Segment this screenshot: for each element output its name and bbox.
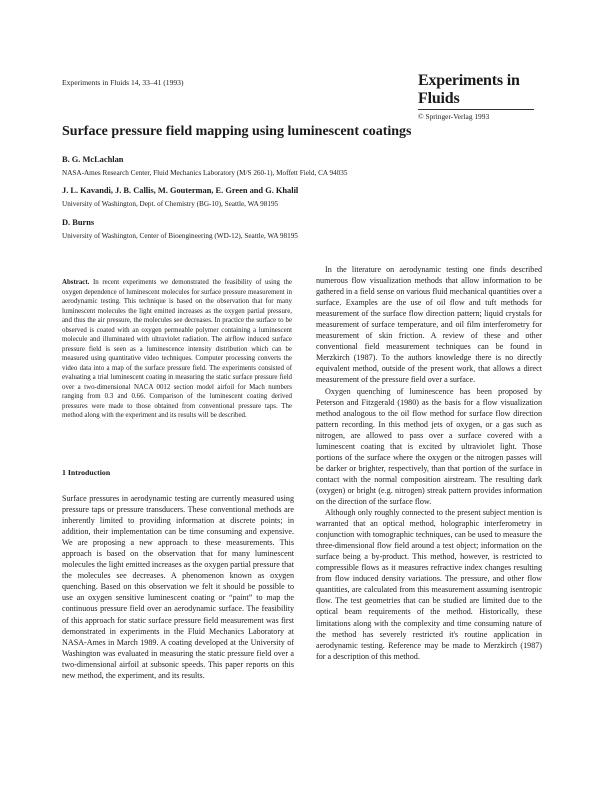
- masthead-rule: [418, 109, 534, 110]
- author-affiliation: University of Washington, Dept. of Chemistry (BG-10), Seattle, WA 98195: [62, 200, 279, 208]
- author-affiliation: University of Washington, Center of Bioengineering (WD-12), Seattle, WA 98195: [62, 232, 298, 240]
- abstract-text: In recent experiments we demonstrated the feasibility of using the oxygen dependence of luminescent molecules for surface pressure measurement in aerodynamic testing. This technique is based on the observation that for many luminescent molecules the light emitted increases as the oxygen partial pressure, and thus the air pressure, the molecules see decreases. In practice the surface to be observed is coated with an oxygen permeable polymer containing a luminescent molecule and illuminated with ultraviolet radiation. The airflow induced surface pressure field is seen as a luminescence intensity distribution which can be measured using quantitative video techniques. Computer processing converts the video data into a map of the surface pressure field. The experiments consisted of evaluating a trial luminescent coating in measuring the static surface pressure field over a two-dimensional NACA 0012 section model airfoil for Mach numbers ranging from 0.3 and 0.66. Comparison of the luminescent coating derived pressures were made to those obtained from conventional pressure taps. The method along with the experiment and its results will be described.: [62, 279, 292, 419]
- author-names: D. Burns: [62, 218, 95, 227]
- journal-masthead: [418, 72, 538, 121]
- section-heading: 1 Introduction: [62, 468, 111, 477]
- abstract-label: Abstract.: [62, 279, 90, 286]
- paragraph: Oxygen quenching of luminescence has been proposed by Peterson and Fitzgerald (1980) as the basis for a flow visualization method analogous to the oil flow method for surface flow direction pattern recording. In this method jets of oxygen, or a gas such as nitrogen, are allowed to pass over a surface covered with a luminescent coating that is excited by ultraviolet light. Those portions of the surface where the oxygen or the nitrogen passes will be darker or brighter, respectively, than that portion of the surface in contact with the normal composition airstream. The resulting dark (oxygen) or bright (e.g. nitrogen) streak pattern provides information on the direction of the surface flow.: [316, 386, 542, 506]
- author-names: B. G. McLachlan: [62, 155, 124, 164]
- author-affiliation: NASA-Ames Research Center, Fluid Mechanics Laboratory (M/S 260-1), Moffett Field, CA 94035: [62, 169, 348, 177]
- right-column-body: [316, 264, 542, 662]
- publisher-line: © Springer-Verlag 1993: [418, 112, 490, 121]
- article-title: Surface pressure field mapping using luminescent coatings: [62, 124, 412, 139]
- left-column-body: [62, 493, 294, 681]
- paragraph: In the literature on aerodynamic testing one finds described numerous flow visualization methods that allow information to be gathered in a field sense on various fluid mechanical quantities over a surface. Examples are the use of oil flow and tuft methods for measurement of the surface flow direction pattern; liquid crystals for measurement of surface temperature, and oil film interferometry for measurement of skin friction. A review of these and other conventional field measurement techniques can be found in Merzkirch (1987). To the authors knowledge there is no directly equivalent method, outside of the present work, that allows a direct measurement of the pressure field over a surface.: [316, 265, 542, 385]
- journal-name: Experiments in Fluids: [418, 72, 520, 107]
- journal-reference: Experiments in Fluids 14, 33–41 (1993): [62, 78, 184, 87]
- author-names: J. L. Kavandi, J. B. Callis, M. Gouterman, E. Green and G. Khalil: [62, 186, 299, 195]
- abstract: [62, 278, 292, 421]
- paragraph: Although only roughly connected to the present subject mention is warranted that an optical method, holographic interferometry in conjunction with tomographic techniques, can be used to measure the three-dimensional flow field around a test object; information on the surface being a by-product. This method, however, is restricted to compressible flows as it measures refractive index changes resulting from flow induced density variations. The pressure, and other flow quantities, are calculated from this measurement assuming isentropic flow. The test geometries that can be studied are limited due to the optical beam requirements of the method. Historically, these limitations along with the complexity and time consuming nature of the method has severely restricted it's routine application in aerodynamic testing. Reference may be made to Merzkirch (1987) for a description of this method.: [316, 508, 542, 661]
- paragraph: Surface pressures in aerodynamic testing are currently measured using pressure taps or pressure transducers. These conventional methods are inherently limited to providing information at discrete points; in addition, their implementation can be time consuming and expensive. We are proposing a new approach to these measurements. This approach is based on the observation that for many luminescent molecules the light emitted increases as the oxygen partial pressure that the molecules see decreases. A phenomenon known as oxygen quenching. Based on this observation we felt it should be possible to use an oxygen sensitive luminescent coating or “paint” to map the continuous pressure field over an aerodynamic surface. The feasibility of this approach for static surface pressure field measurement was first demonstrated in experiments in the Fluid Mechanics Laboratory at NASA-Ames in March 1989. A coating developed at the University of Washington was evaluated in measuring the static pressure field over a two-dimensional airfoil at subsonic speeds. This paper reports on this new method, the experiment, and its results.: [62, 494, 294, 680]
